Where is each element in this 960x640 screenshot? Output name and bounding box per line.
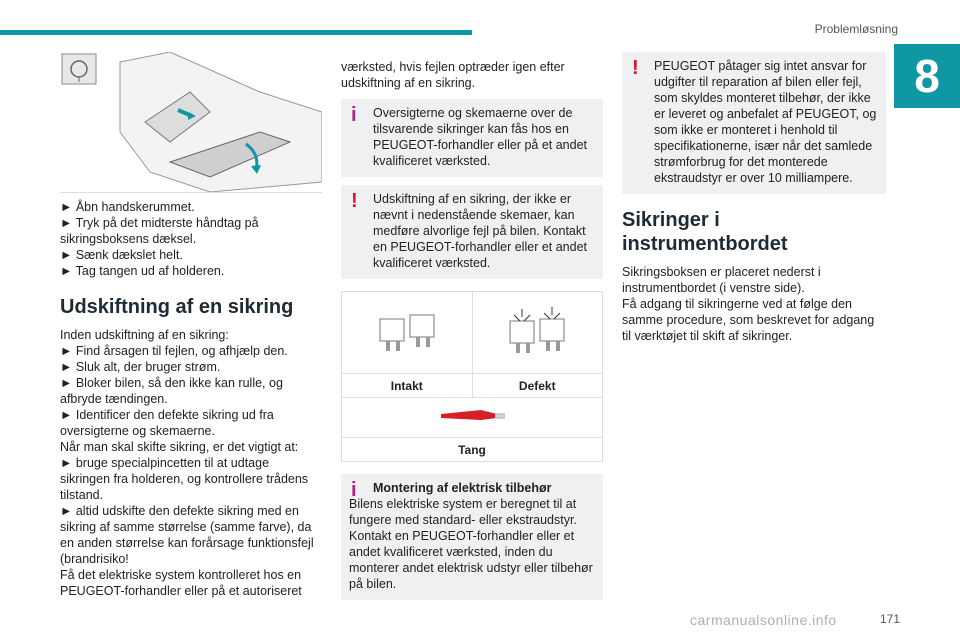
info-text: Oversigterne og skemaerne over de tilsvarende sikringer kan fås hos en PEUGEOT-forhandler eller på et andet kvalificeret værksted. bbox=[373, 106, 588, 168]
continuation-text: værksted, hvis fejlen optræder igen efter udskiftning af en sikring. bbox=[341, 60, 565, 90]
info-icon: i bbox=[351, 479, 357, 501]
tong-image bbox=[342, 398, 603, 438]
defect-fuse-image bbox=[472, 292, 603, 374]
heading-dashboard-fuses: Sikringer i instrumentbordet bbox=[622, 209, 788, 255]
step-1: ► Åbn handskerummet. bbox=[60, 200, 195, 214]
tong-label: Tang bbox=[342, 438, 603, 462]
info-box-overview bbox=[341, 99, 603, 177]
section-title: Problemløsning bbox=[814, 22, 898, 36]
column-2 bbox=[341, 52, 603, 608]
body-line: Inden udskiftning af en sikring: bbox=[60, 328, 229, 342]
body-line: Sikringsboksen er placeret nederst i instrumentbordet (i venstre side). bbox=[622, 265, 821, 295]
exclamation-icon: ! bbox=[351, 190, 358, 212]
warning-box-fuse bbox=[341, 185, 603, 279]
warning-box-liability bbox=[622, 52, 886, 194]
intact-label: Intakt bbox=[342, 374, 473, 398]
column-1 bbox=[60, 52, 322, 599]
body-line: ► altid udskifte den defekte sikring med en sikring af samme størrelse (samme farve), da en anden størrelse kan forårsage funktionsfejl (brandrisiko! bbox=[60, 504, 314, 566]
step-2: ► Tryk på det midterste håndtag på sikringsboksens dæksel. bbox=[60, 216, 259, 246]
intact-fuse-image bbox=[342, 292, 473, 374]
step-3: ► Sænk dækslet helt. bbox=[60, 248, 183, 262]
info-title: Montering af elektrisk tilbehør bbox=[373, 481, 552, 495]
warning-text: PEUGEOT påtager sig intet ansvar for udgifter til reparation af bilen eller fejl, som skyldes monteret tilbehør, der ikke er leveret og anbefalet af PEUGEOT, og som ikke er monteret i henhold til specifikationerne, især når det samlede strømforbrug for det monterede ekstraudstyr er over 10 milliampere. bbox=[654, 59, 877, 185]
body-line: Når man skal skifte sikring, er det vigtigt at: bbox=[60, 440, 299, 454]
page-number: 171 bbox=[879, 612, 900, 626]
body-line: Få adgang til sikringerne ved at følge den samme procedure, som beskrevet for adgang til værktøjet til skift af sikringer. bbox=[622, 297, 875, 343]
body-line: ► Identificer den defekte sikring ud fra oversigterne og skemaerne. bbox=[60, 408, 274, 438]
fuse-illustration-table bbox=[341, 291, 603, 462]
column-3 bbox=[622, 52, 886, 344]
body-line: Få det elektriske system kontrolleret hos en PEUGEOT-forhandler eller på et autoriseret bbox=[60, 568, 302, 598]
glovebox-illustration bbox=[60, 52, 322, 193]
heading-replace-fuse: Udskiftning af en sikring bbox=[60, 296, 294, 318]
defect-label: Defekt bbox=[472, 374, 603, 398]
watermark: carmanualsonline.info bbox=[690, 612, 837, 628]
info-box-accessories bbox=[341, 474, 603, 600]
info-text: Bilens elektriske system er beregnet til at fungere med standard- eller ekstraudstyr. Kontakt en PEUGEOT-forhandler eller et andet kvalificeret værksted, inden du monterer andet elektrisk udstyr eller tilbehør på bilen. bbox=[349, 497, 593, 591]
body-line: ► Find årsagen til fejlen, og afhjælp den. bbox=[60, 344, 288, 358]
exclamation-icon: ! bbox=[632, 57, 639, 79]
body-line: ► bruge specialpincetten til at udtage sikringen fra holderen, og kontrollere trådens tilstand. bbox=[60, 456, 309, 502]
body-line: ► Sluk alt, der bruger strøm. bbox=[60, 360, 221, 374]
body-line: ► Bloker bilen, så den ikke kan rulle, og afbryde tændingen. bbox=[60, 376, 283, 406]
header-accent-bar bbox=[0, 30, 472, 35]
info-icon: i bbox=[351, 104, 357, 126]
warning-text: Udskiftning af en sikring, der ikke er nævnt i nedenstående skemaer, kan medføre alvorlige fejl på bilen. Kontakt en PEUGEOT-forhandler eller et andet kvalificeret værksted. bbox=[373, 192, 588, 270]
step-4: ► Tag tangen ud af holderen. bbox=[60, 264, 225, 278]
chapter-number-badge: 8 bbox=[894, 44, 960, 108]
